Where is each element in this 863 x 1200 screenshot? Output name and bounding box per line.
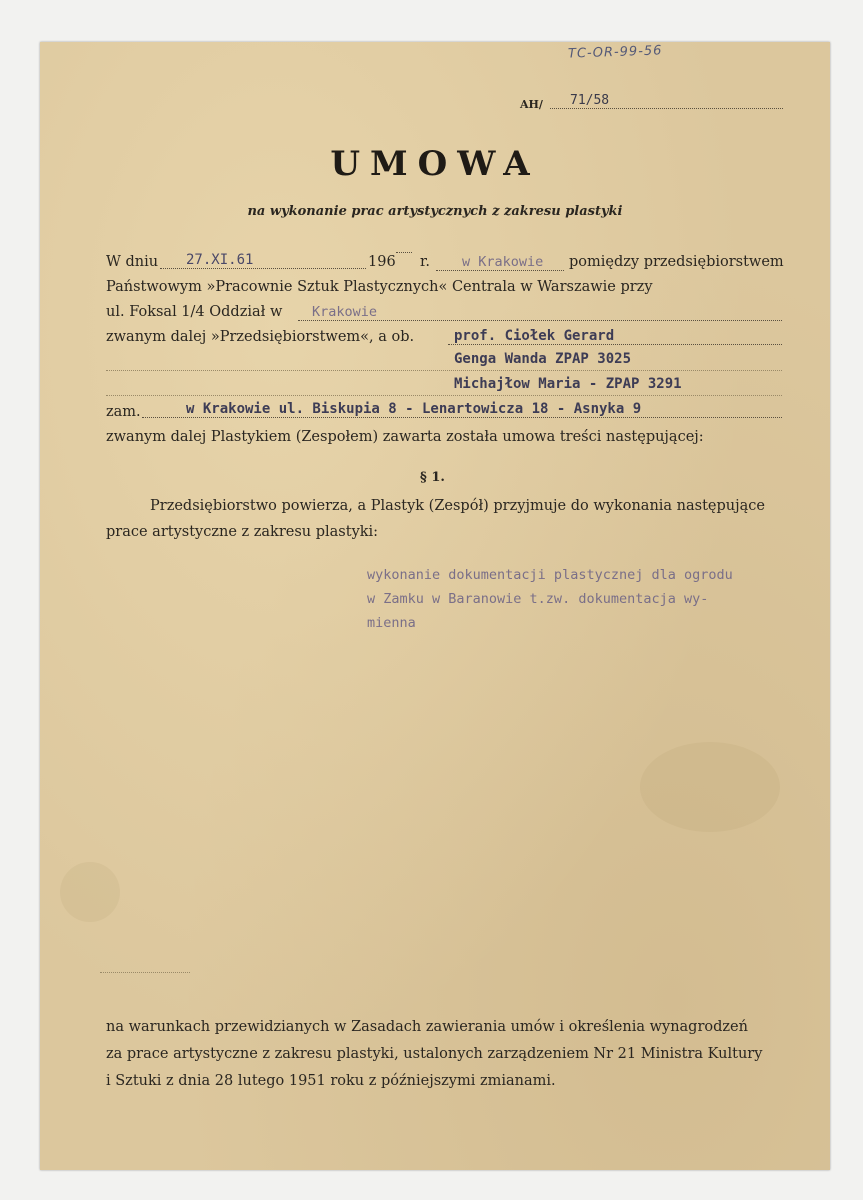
year-prefix: 196 — [368, 254, 396, 270]
artist-name-3: Michajłow Maria - ZPAP 3291 — [454, 376, 682, 392]
archive-code: TC-OR-99-56 — [567, 43, 663, 62]
section-number: § 1. — [420, 470, 445, 485]
paper-stain — [640, 742, 780, 832]
para1-line1: Przedsiębiorstwo powierza, a Plastyk (Zespół) przyjmuje do wykonania następujące — [150, 498, 765, 514]
closing-line-2: za prace artystyczne z zakresu plastyki, ustalonych zarządzeniem Nr 21 Ministra Kultury — [106, 1046, 763, 1062]
year-suffix-field — [396, 252, 412, 253]
work-description-line: w Zamku w Baranowie t.zw. dokumentacja wy- — [367, 591, 709, 607]
contract-statement: zwanym dalej Plastykiem (Zespołem) zawarta została umowa treści następującej: — [106, 429, 704, 445]
document-title: UMOWA — [330, 144, 540, 184]
document-subtitle: na wykonanie prac artystycznych z zakresu plastyki — [247, 204, 623, 219]
artist-name-2: Genga Wanda ZPAP 3025 — [454, 351, 632, 367]
line2-text: Państwowym »Pracownie Sztuk Plastycznych« Centrala w Warszawie przy — [106, 279, 653, 295]
address-label: zam. — [106, 404, 141, 420]
contract-place: w Krakowie — [436, 254, 564, 271]
paper-stain — [60, 862, 120, 922]
line4-text: zwanym dalej »Przedsiębiorstwem«, a ob. — [106, 329, 415, 345]
r-label: r. — [420, 254, 430, 270]
dotted-line — [106, 395, 782, 396]
closing-line-3: i Sztuki z dnia 28 lutego 1951 roku z późniejszymi zmianami. — [106, 1073, 556, 1089]
w-dniu-label: W dniu — [106, 254, 159, 270]
dotted-line — [106, 370, 782, 371]
ah-number: 71/58 — [550, 93, 783, 109]
contract-date: 27.XI.61 — [160, 252, 366, 269]
para1-line2: prace artystyczne z zakresu plastyki: — [106, 524, 379, 540]
artist-name-1: prof. Ciołek Gerard — [448, 328, 782, 345]
separator-line — [100, 972, 190, 973]
line1-tail: pomiędzy przedsiębiorstwem — [569, 254, 784, 270]
closing-line-1: na warunkach przewidzianych w Zasadach zawierania umów i określenia wynagrodzeń — [106, 1019, 748, 1035]
ah-label: AH/ — [520, 98, 543, 111]
contract-page — [40, 42, 830, 1170]
work-description-line: mienna — [367, 615, 416, 631]
branch-city: Krakowie — [298, 304, 782, 321]
artist-address: w Krakowie ul. Biskupia 8 - Lenartowicza 18 - Asnyka 9 — [142, 401, 782, 418]
line3-text: ul. Foksal 1/4 Oddział w — [106, 304, 283, 320]
work-description-line: wykonanie dokumentacji plastycznej dla ogrodu — [367, 567, 733, 583]
